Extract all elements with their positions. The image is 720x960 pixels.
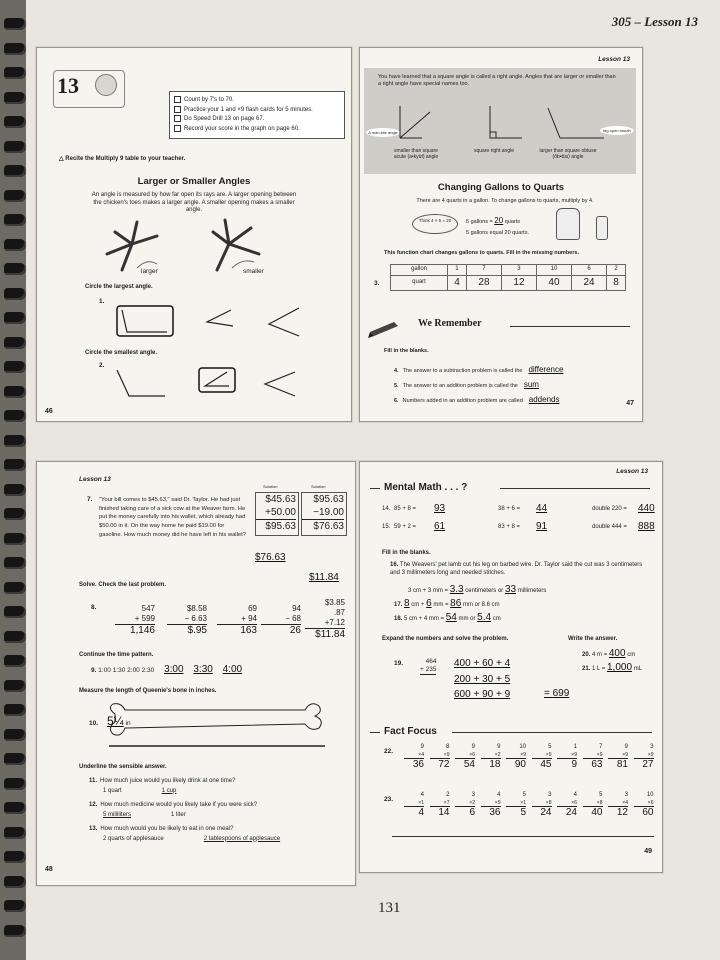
binding-coil	[4, 484, 26, 496]
lesson-header: 305 – Lesson 13	[611, 14, 698, 29]
row-label-quart: quart	[391, 275, 448, 291]
fact-focus-title: Fact Focus	[384, 726, 437, 737]
q1-number: 1.	[99, 298, 105, 305]
binding-coil	[4, 214, 26, 226]
fact-answer: 4	[404, 806, 424, 820]
q2-instruction: Circle the smallest angle.	[85, 350, 158, 356]
q8-problems	[37, 588, 355, 642]
binding-coil	[4, 802, 26, 814]
solution-line: +50.00	[256, 506, 296, 520]
checklist-item: Count by 7's to 70.	[174, 96, 340, 105]
fact-answer: 72	[430, 758, 450, 772]
lesson-label: Lesson 13	[79, 476, 111, 483]
binding-coil	[4, 239, 26, 251]
example-1: 5 gallons = 20 quarts	[466, 216, 521, 225]
sensible-question: 12. How much medicine would you likely take if you were sick? 5 milliliters 1 liter	[89, 802, 258, 818]
quart-jar-icon	[596, 216, 608, 240]
section-title: Changing Gallons to Quarts	[437, 182, 565, 193]
fact-problem: 8 ×9 72	[430, 744, 450, 771]
q22-number: 22.	[384, 748, 394, 755]
time-pattern: 9. 1:00 1:30 2:00 2:30 3:00 3:30 4:00	[91, 664, 243, 675]
right-label: square right angle	[473, 148, 515, 154]
quart-cell: 28	[466, 275, 501, 291]
q7-number: 7.	[87, 496, 93, 503]
solution-line: −19.00	[302, 506, 344, 520]
fact-answer: 27	[634, 758, 654, 772]
q2-angles	[37, 360, 351, 410]
mental-math-rows	[382, 503, 655, 542]
fact-problem: 7 ×9 63	[583, 744, 603, 771]
checkbox-icon	[174, 115, 181, 122]
arithmetic-problem: $8.58 − 6.63 $.95	[167, 604, 207, 638]
q19-answer: = 699	[544, 688, 570, 699]
sensible-question: 11. How much juice would you likely drink at one time? 1 quart 1 cup	[89, 778, 236, 794]
binding-coil	[4, 18, 26, 30]
q8-number: 8.	[91, 604, 97, 611]
binding-coil	[4, 361, 26, 373]
binding-coil	[4, 778, 26, 790]
option: 1 cup	[161, 787, 177, 794]
title-rule	[510, 326, 630, 327]
arithmetic-problem: 69 + 94 163	[217, 604, 257, 638]
answer-7: $76.63	[255, 552, 286, 563]
fact-problem: 5 ×9 45	[532, 744, 552, 771]
fact-problem: 3 ×2 6	[455, 792, 475, 819]
solution-line: $45.63	[265, 494, 296, 505]
fill-item: 5. The answer to an addition problem is called the sum	[394, 380, 539, 389]
q19-problem: 464 + 235	[420, 658, 436, 675]
lesson-label: Lesson 13	[598, 56, 630, 63]
checkbox-icon	[174, 96, 181, 103]
option: 5 milliliters	[103, 811, 132, 818]
binding-coil	[4, 655, 26, 667]
fact-problem: 1 ×9 9	[557, 744, 577, 771]
check-answer: $11.84	[309, 572, 339, 583]
fact-answer: 5	[506, 806, 526, 820]
binding-coil	[4, 43, 26, 55]
checkbox-icon	[174, 125, 181, 132]
sensible-answers	[89, 778, 349, 850]
binding-coil	[4, 557, 26, 569]
binding-coil	[4, 925, 26, 937]
binding-coil	[4, 67, 26, 79]
problem-answer: 163	[217, 624, 257, 638]
page-number: 48	[45, 866, 53, 873]
binding-coil	[4, 582, 26, 594]
angle-info-text: You have learned that a square angle is called a right angle. Angles that are larger or smaller than a right angle have special names too.	[378, 74, 616, 87]
page-number: 47	[626, 400, 634, 407]
q1-angles	[37, 296, 351, 346]
option: 2 quarts of applesauce	[103, 835, 164, 842]
expand-instruction: Expand the numbers and solve the problem.	[382, 636, 509, 642]
q16-line: 3 cm + 3 mm = 3.3 centimeters or 33 millimeters	[408, 584, 547, 595]
fact-answer: 6	[455, 806, 475, 820]
fact-answer: 18	[481, 758, 501, 772]
binding-coil	[4, 729, 26, 741]
fact-problem: 9 ×2 18	[481, 744, 501, 771]
binding-coil	[4, 410, 26, 422]
pencil-icon	[368, 318, 408, 338]
page-46	[36, 47, 352, 422]
gallon-cell: 6	[572, 265, 607, 276]
row-label-gallon: gallon	[391, 265, 448, 276]
arithmetic-problem: $3.85 .87 +7.12 $11.84	[305, 598, 345, 642]
fact-answer: 12	[608, 806, 628, 820]
page-48	[36, 461, 356, 886]
binding-coil	[4, 116, 26, 128]
checklist-box	[169, 91, 345, 139]
binding-coil	[4, 263, 26, 275]
page-47	[359, 47, 643, 422]
binding-coil	[4, 190, 26, 202]
q21: 21. 1 L = 1,000 mL	[582, 662, 643, 673]
fact-answer: 36	[481, 806, 501, 820]
q2-number: 2.	[99, 362, 105, 369]
check-instruction: Solve. Check the last problem.	[79, 582, 167, 588]
fact-problem: 9 ×4 36	[404, 744, 424, 771]
q19-expanded: 400 + 60 + 4 200 + 30 + 5 600 + 90 + 9	[454, 658, 511, 700]
binding-coil	[4, 900, 26, 912]
q16: 16. The Weavers' pet lamb cut his leg on barbed wire. Dr. Taylor said the cut was 3 centimeters and 3 millimeters long and needed stitches.	[390, 562, 643, 576]
mental-math-row: 14. 85 + 8 = 93 38 + 6 = 44 double 220 = 440	[382, 503, 655, 514]
chicken-feet-illustration	[37, 214, 351, 284]
obtuse-label: larger than square obtuse (ŏb•tüs) angle	[539, 148, 597, 161]
fact-answer: 90	[506, 758, 526, 772]
lesson-label: Lesson 13	[616, 468, 648, 475]
binding-coil	[4, 606, 26, 618]
fact-problem: 10 ×9 90	[506, 744, 526, 771]
lesson-badge-frame	[53, 70, 125, 108]
checklist-item: Do Speed Drill 13 on page 67.	[174, 115, 340, 124]
fill-item: 4. The answer to a subtraction problem is called the difference	[394, 365, 564, 374]
mental-math-row: 15. 59 + 2 = 61 83 + 8 = 91 double 444 = 888	[382, 521, 655, 532]
fill-answer: addends	[528, 395, 560, 404]
q22-facts	[404, 744, 660, 784]
quart-cell: 12	[501, 275, 536, 291]
option: 1 liter	[171, 811, 186, 818]
fact-answer: 9	[557, 758, 577, 772]
section-title: Larger or Smaller Angles	[137, 176, 251, 187]
q20: 20. 4 m = 400 cm	[582, 648, 636, 659]
fact-problem: 4 ×9 36	[481, 792, 501, 819]
fact-problem: 3 ×9 27	[634, 744, 654, 771]
label-larger: larger	[141, 268, 158, 275]
recite-instruction: △ Recite the Multiply 9 table to your teacher.	[59, 156, 186, 162]
binding-coil	[4, 827, 26, 839]
solution-label-1: Solution	[263, 484, 278, 489]
problem-answer: 1,146	[115, 624, 155, 638]
speech-bubble-right: big open mouth	[600, 126, 634, 135]
fact-answer: 63	[583, 758, 603, 772]
gallon-cell: 2	[607, 265, 626, 276]
binding-coil	[4, 165, 26, 177]
q18: 18. 5 cm + 4 mm = 54 mm or 5.4 cm	[394, 612, 501, 623]
binding-coil	[4, 876, 26, 888]
page-number: 49	[644, 848, 652, 855]
underline-instruction: Underline the sensible answer.	[79, 764, 167, 770]
binding-coil	[4, 459, 26, 471]
q1-instruction: Circle the largest angle.	[85, 284, 153, 290]
think-bubble: Think 4 × 5 = 20	[412, 214, 458, 234]
binding-coil	[4, 337, 26, 349]
fact-problem: 10 ×6 60	[634, 792, 654, 819]
fill-instruction: Fill in the blanks.	[384, 348, 429, 354]
checkbox-icon	[174, 106, 181, 113]
fill-item: 6. Numbers added in an addition problem are called addends	[394, 395, 560, 404]
solution-box-2	[301, 492, 347, 536]
option: 2 tablespoons of applesauce	[203, 835, 281, 842]
acute-label: smaller than square acute (a•kyüt) angle	[393, 148, 439, 161]
q10-number: 10.	[89, 720, 99, 727]
binding-coil	[4, 141, 26, 153]
spiral-binding	[0, 0, 28, 960]
binding-coil	[4, 312, 26, 324]
binding-coil	[4, 753, 26, 765]
example-2: 5 gallons equal 20 quarts.	[466, 230, 529, 236]
fact-problem: 2 ×7 14	[430, 792, 450, 819]
q17: 17. 8 cm + 6 mm = 86 mm or 8.6 cm	[394, 598, 500, 609]
chart-instruction: This function chart changes gallons to quarts. Fill in the missing numbers.	[384, 250, 579, 256]
fact-problem: 9 ×9 81	[608, 744, 628, 771]
write-instruction: Write the answer.	[568, 636, 618, 642]
fill-list	[394, 360, 634, 410]
fact-problem: 4 ×6 24	[557, 792, 577, 819]
label-smaller: smaller	[243, 268, 264, 275]
binding-coil	[4, 288, 26, 300]
arithmetic-problem: 547 + 599 1,146	[115, 604, 155, 638]
quart-cell: 40	[536, 275, 571, 291]
fill-answer: difference	[528, 365, 564, 374]
binding-coil	[4, 680, 26, 692]
fill-answer: sum	[523, 380, 539, 389]
speech-bubble-left: A man kite angle	[366, 128, 400, 137]
checklist-item: Record your score in the graph on page 60.	[174, 125, 340, 134]
fact-answer: 24	[557, 806, 577, 820]
function-chart	[390, 264, 626, 291]
lesson-badge: 13	[57, 73, 79, 98]
q3-number: 3.	[374, 280, 380, 287]
solution-line: $76.63	[313, 521, 344, 532]
binding-coil	[4, 533, 26, 545]
fact-problem: 5 ×8 40	[583, 792, 603, 819]
problem-answer: $.95	[167, 624, 207, 638]
we-remember-title: We Remember	[418, 318, 482, 329]
binding-coil	[4, 92, 26, 104]
arithmetic-problem: 94 − 68 26	[261, 604, 301, 638]
fact-answer: 60	[634, 806, 654, 820]
binding-coil	[4, 435, 26, 447]
fill-instruction: Fill in the blanks.	[382, 550, 431, 556]
binding-coil	[4, 386, 26, 398]
fact-answer: 24	[532, 806, 552, 820]
quart-cell: 8	[607, 275, 626, 291]
fact-answer: 36	[404, 758, 424, 772]
solution-label-2: Solution	[311, 484, 326, 489]
intro-text: An angle is measured by how far open its rays are. A larger opening between the chicken's toes makes a larger angle. A smaller opening makes a smaller angle.	[91, 192, 297, 213]
gallon-cell: 7	[466, 265, 501, 276]
binding-coil	[4, 631, 26, 643]
checklist-item: Practice your 1 and ×9 flash cards for 5 minutes.	[174, 106, 340, 115]
gallon-cell: 3	[501, 265, 536, 276]
fact-answer: 14	[430, 806, 450, 820]
fact-problem: 5 ×1 5	[506, 792, 526, 819]
problem-answer: 26	[261, 624, 301, 638]
page-number: 46	[45, 408, 53, 415]
fact-problem: 3 ×8 24	[532, 792, 552, 819]
word-problem: "Your bill comes to $45.63," said Dr. Taylor. He had just finished taking care of a sick cow at the Weaver farm. He put the money carefully into his wallet, which already had $50.00 in it. On the way home he paid $19.00 for gasoline. How much money did he have left in his wallet?	[99, 497, 246, 538]
q23-facts	[404, 792, 660, 832]
binding-coil	[4, 851, 26, 863]
binding-coil	[4, 704, 26, 716]
angle-type-diagrams	[360, 98, 642, 148]
bone-instruction: Measure the length of Queenie's bone in inches.	[79, 688, 217, 694]
q23-number: 23.	[384, 796, 394, 803]
solution-box-1	[255, 492, 299, 536]
fact-problem: 3 ×4 12	[608, 792, 628, 819]
option: 1 quart	[103, 787, 122, 794]
time-instruction: Continue the time pattern.	[79, 652, 154, 658]
fact-answer: 81	[608, 758, 628, 772]
fact-answer: 54	[455, 758, 475, 772]
quart-cell: 24	[572, 275, 607, 291]
gallon-text: There are 4 quarts in a gallon. To change gallons to quarts, multiply by 4.	[416, 198, 594, 204]
fact-answer: 40	[583, 806, 603, 820]
bone-answer: 5¼ in	[107, 714, 131, 728]
fact-answer: 45	[532, 758, 552, 772]
sensible-question: 13. How much would you be likely to eat in one meal? 2 quarts of applesauce 2 tablespoons of applesauce	[89, 826, 281, 842]
sheet-page-number: 131	[378, 900, 401, 916]
gallon-cell: 1	[448, 265, 467, 276]
fact-problem: 4 ×1 4	[404, 792, 424, 819]
quart-cell: 4	[448, 275, 467, 291]
problem-answer: $11.84	[305, 628, 345, 642]
bone-illustration	[105, 702, 345, 752]
gallon-cell: 10	[536, 265, 571, 276]
solution-line: $95.63	[265, 521, 296, 532]
fact-problem: 9 ×6 54	[455, 744, 475, 771]
solution-line: $95.63	[313, 494, 344, 505]
gallon-jug-icon	[556, 208, 580, 240]
q19-number: 19.	[394, 660, 404, 667]
page-49	[359, 461, 663, 873]
mental-math-title: Mental Math . . . ?	[384, 482, 468, 493]
binding-coil	[4, 508, 26, 520]
